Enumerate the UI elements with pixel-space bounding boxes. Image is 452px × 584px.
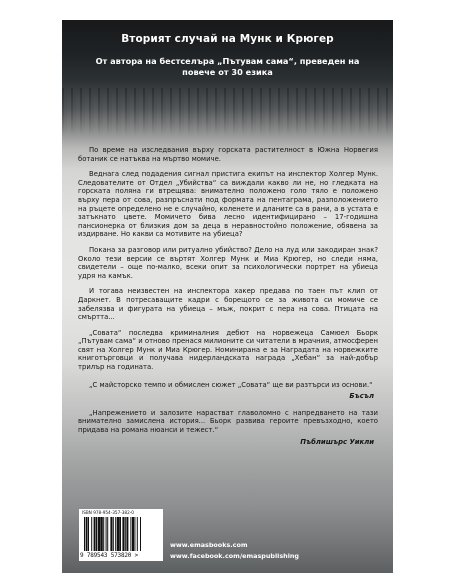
blurb-paragraph: И тогава неизвестен на инспектора хакер предава по таен път клип от Даркнет. В потресаващите кадри с борещото се за живота си момиче се забелязва и фигурата на убиеца – мъж, покрит с пера на сова. Птицата на смъртта...: [78, 287, 378, 322]
blurb-paragraph: „Совата“ последва криминалния дебют на норвежеца Самюел Бьорк „Пътувам сама“ и отново пренася милионите си читатели в мрачния, атмосферен свят на Холгер Мунк и Миа Крюгер. Номинирана е за Наградата на норвежките книготърговци и получава нидерландската награда „Хебан“ за най-добър трилър на годината.: [78, 328, 378, 372]
barcode-bars-icon: [84, 517, 158, 551]
barcode-stripe: [125, 517, 126, 551]
review-source: Пъблишърс Уикли: [300, 437, 374, 446]
review-source: Бъсъл: [349, 392, 374, 401]
isbn-digits: 9 789543 573820 >: [80, 552, 139, 559]
review-quote: [78, 409, 378, 446]
barcode-stripe: [110, 517, 112, 551]
book-back-cover: [62, 20, 393, 573]
barcode-stripe: [84, 517, 85, 551]
barcode-stripe: [113, 517, 114, 551]
barcode-stripe: [91, 517, 92, 551]
barcode-stripe: [103, 517, 104, 551]
forest-treeline-decoration: [62, 88, 393, 136]
barcode: [79, 509, 163, 561]
website-link[interactable]: www.emasbooks.com: [170, 541, 248, 549]
review-text: „С майсторско темпо и обмислен сюжет „Совата“ ще ви разтърси из основи.“: [89, 380, 373, 389]
blurb-paragraph: По време на изследвания върху горската растителност в Южна Норвегия ботаник се натъква на мъртво момиче.: [78, 146, 378, 163]
barcode-stripe: [115, 517, 116, 551]
barcode-stripe: [106, 517, 107, 551]
barcode-stripe: [130, 517, 131, 551]
barcode-stripe: [96, 517, 97, 551]
barcode-stripe: [120, 517, 121, 551]
barcode-stripe: [107, 517, 108, 551]
cover-tagline: От автора на бестселъра „Пътувам сама“, преведен на повече от 30 езика: [95, 56, 360, 77]
barcode-stripe: [94, 517, 96, 551]
barcode-stripe: [137, 517, 138, 551]
barcode-stripe: [86, 517, 88, 551]
barcode-stripe: [132, 517, 134, 551]
barcode-stripe: [117, 517, 120, 551]
facebook-link[interactable]: www.facebook.com/emaspublishing: [170, 552, 300, 560]
barcode-stripe: [101, 517, 103, 551]
barcode-stripe: [126, 517, 128, 551]
blurb-paragraph: Веднага след подадения сигнал пристига екипът на инспектор Холгер Мунк. Следователите от Отдел „Убийства“ са виждали какво ли не, но гледката на горската поляна ги втрещява: внимателно положено голо тяло е положено върху пера от сова, разпръснати под формата на пентаграма, разположението на ръцете определено не е случайно, коленете и дланите са в рани, а в устата е затъкнато цвете. Момичето бива лесно идентифицирано – 17-годишна пансионерка от близкия дом за деца в неравностойно положение, обявена за издирване. Но какви са мотивите на убиеца?: [78, 170, 378, 239]
review-text: „Напрежението и залозите нарастват главоломно с напредването на тази внимателно замислена история... Бьорк развива героите превъзходно, което придава на романа нюанси и тежест.“: [78, 408, 378, 435]
blurb-text: [78, 146, 378, 454]
barcode-stripe: [98, 517, 101, 551]
cover-title: Вторият случай на Мунк и Крюгер: [121, 33, 334, 45]
barcode-stripe: [122, 517, 124, 551]
barcode-stripe: [140, 517, 141, 551]
barcode-stripe: [88, 517, 89, 551]
blurb-paragraph: Покана за разговор или ритуално убийство? Дело на луд или закодиран знак? Около тези версии се въртят Холгер Мунк и Миа Крюгер, но следи няма, свидетели – още по-малко, всеки опит за психологически портрет на убиеца удря на камък.: [78, 245, 378, 280]
review-quote: [78, 381, 378, 401]
isbn-label: ISBN 978-954-357-382-0: [82, 510, 134, 515]
barcode-stripe: [134, 517, 135, 551]
